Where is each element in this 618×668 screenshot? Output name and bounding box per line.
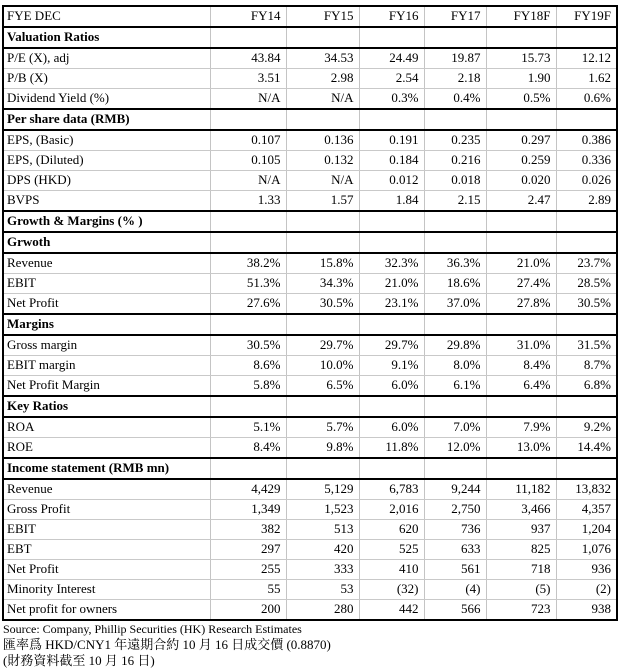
table-row [3, 335, 617, 356]
cell-value: 34.3% [286, 274, 359, 294]
table-row [3, 520, 617, 540]
cell-value: 34.53 [286, 48, 359, 69]
row-label: Gross margin [3, 335, 210, 356]
cell-value: 0.216 [424, 151, 486, 171]
cell-value: 38.2% [210, 253, 286, 274]
row-label: BVPS [3, 191, 210, 212]
row-label: P/E (X), adj [3, 48, 210, 69]
source-note: Source: Company, Phillip Securities (HK) Research Estimates [3, 622, 302, 636]
fiscal-year-end-label: FYE DEC [3, 6, 210, 27]
cell-value: 1.62 [556, 69, 617, 89]
section-row [3, 27, 617, 48]
cell-value: N/A [286, 171, 359, 191]
table-row [3, 253, 617, 274]
table-row [3, 191, 617, 212]
table-body [3, 27, 617, 620]
section-row [3, 232, 617, 253]
cell-value: 12.12 [556, 48, 617, 69]
cell-value: (5) [486, 580, 556, 600]
table-row [3, 274, 617, 294]
row-label: Per share data (RMB) [3, 109, 210, 130]
cell-value: 255 [210, 560, 286, 580]
empty-cell [359, 27, 424, 48]
cell-value: 0.105 [210, 151, 286, 171]
table-row [3, 48, 617, 69]
cell-value: 7.0% [424, 417, 486, 438]
row-label: Margins [3, 314, 210, 335]
row-label: EBIT margin [3, 356, 210, 376]
row-label: Net Profit [3, 560, 210, 580]
cell-value: 2.98 [286, 69, 359, 89]
empty-cell [486, 109, 556, 130]
cell-value: 0.4% [424, 89, 486, 110]
cell-value: 0.297 [486, 130, 556, 151]
cell-value: 2,016 [359, 500, 424, 520]
cell-value: 0.6% [556, 89, 617, 110]
cell-value: 0.018 [424, 171, 486, 191]
cell-value: 21.0% [486, 253, 556, 274]
table-row [3, 417, 617, 438]
cell-value: 938 [556, 600, 617, 621]
empty-cell [210, 458, 286, 479]
empty-cell [424, 27, 486, 48]
report-page [0, 5, 618, 668]
row-label: ROA [3, 417, 210, 438]
row-label: Revenue [3, 479, 210, 500]
cell-value: 633 [424, 540, 486, 560]
cell-value: 28.5% [556, 274, 617, 294]
empty-cell [359, 314, 424, 335]
cell-value: 43.84 [210, 48, 286, 69]
empty-cell [556, 458, 617, 479]
cell-value: 297 [210, 540, 286, 560]
empty-cell [486, 211, 556, 232]
empty-cell [286, 211, 359, 232]
table-row [3, 356, 617, 376]
cell-value: 29.7% [286, 335, 359, 356]
cell-value: 1.33 [210, 191, 286, 212]
cell-value: 5.1% [210, 417, 286, 438]
row-label: EPS, (Diluted) [3, 151, 210, 171]
cell-value: 0.259 [486, 151, 556, 171]
cell-value: 55 [210, 580, 286, 600]
empty-cell [359, 109, 424, 130]
cell-value: 11.8% [359, 438, 424, 459]
empty-cell [486, 232, 556, 253]
cell-value: 333 [286, 560, 359, 580]
column-header-fy18f: FY18F [486, 6, 556, 27]
cell-value: 53 [286, 580, 359, 600]
cell-value: 8.7% [556, 356, 617, 376]
cell-value: 13,832 [556, 479, 617, 500]
row-label: DPS (HKD) [3, 171, 210, 191]
table-row [3, 294, 617, 315]
cell-value: 2.18 [424, 69, 486, 89]
cell-value: 30.5% [556, 294, 617, 315]
row-label: ROE [3, 438, 210, 459]
cell-value: 0.107 [210, 130, 286, 151]
row-label: Income statement (RMB mn) [3, 458, 210, 479]
cell-value: 9.2% [556, 417, 617, 438]
cell-value: 620 [359, 520, 424, 540]
row-label: Growth & Margins (% ) [3, 211, 210, 232]
cell-value: 1.84 [359, 191, 424, 212]
table-row [3, 540, 617, 560]
table-row [3, 130, 617, 151]
row-label: Net Profit [3, 294, 210, 315]
row-label: EPS, (Basic) [3, 130, 210, 151]
section-row [3, 314, 617, 335]
cell-value: N/A [286, 89, 359, 110]
empty-cell [424, 211, 486, 232]
cell-value: 10.0% [286, 356, 359, 376]
row-label: Dividend Yield (%) [3, 89, 210, 110]
table-row [3, 580, 617, 600]
cell-value: 15.8% [286, 253, 359, 274]
data-cutoff-note: (財務資料截至 10 月 16 日) [3, 653, 155, 668]
empty-cell [359, 458, 424, 479]
cell-value: 51.3% [210, 274, 286, 294]
cell-value: 5.8% [210, 376, 286, 397]
cell-value: 1,204 [556, 520, 617, 540]
table-row [3, 151, 617, 171]
cell-value: 29.8% [424, 335, 486, 356]
cell-value: 0.3% [359, 89, 424, 110]
cell-value: N/A [210, 171, 286, 191]
column-header-fy15: FY15 [286, 6, 359, 27]
cell-value: 6.4% [486, 376, 556, 397]
table-row [3, 600, 617, 621]
empty-cell [424, 109, 486, 130]
empty-cell [424, 232, 486, 253]
cell-value: 0.136 [286, 130, 359, 151]
cell-value: 9.8% [286, 438, 359, 459]
cell-value: 723 [486, 600, 556, 621]
cell-value: (2) [556, 580, 617, 600]
empty-cell [210, 211, 286, 232]
row-label: Gross Profit [3, 500, 210, 520]
financial-table [2, 5, 618, 621]
cell-value: 5.7% [286, 417, 359, 438]
row-label: P/B (X) [3, 69, 210, 89]
table-header-row [3, 6, 617, 27]
cell-value: (32) [359, 580, 424, 600]
cell-value: 937 [486, 520, 556, 540]
cell-value: 12.0% [424, 438, 486, 459]
cell-value: 0.5% [486, 89, 556, 110]
row-label: Valuation Ratios [3, 27, 210, 48]
cell-value: 7.9% [486, 417, 556, 438]
cell-value: 9.1% [359, 356, 424, 376]
cell-value: 1,076 [556, 540, 617, 560]
cell-value: 9,244 [424, 479, 486, 500]
cell-value: 19.87 [424, 48, 486, 69]
table-row [3, 69, 617, 89]
cell-value: 200 [210, 600, 286, 621]
cell-value: 2.47 [486, 191, 556, 212]
cell-value: 0.235 [424, 130, 486, 151]
empty-cell [556, 27, 617, 48]
cell-value: 410 [359, 560, 424, 580]
cell-value: 1,523 [286, 500, 359, 520]
empty-cell [286, 27, 359, 48]
empty-cell [286, 458, 359, 479]
row-label: Net profit for owners [3, 600, 210, 621]
table-row [3, 438, 617, 459]
table-row [3, 479, 617, 500]
cell-value: 718 [486, 560, 556, 580]
cell-value: 32.3% [359, 253, 424, 274]
cell-value: 31.5% [556, 335, 617, 356]
table-footer [0, 622, 618, 668]
cell-value: 21.0% [359, 274, 424, 294]
cell-value: 420 [286, 540, 359, 560]
cell-value: 4,357 [556, 500, 617, 520]
empty-cell [486, 27, 556, 48]
cell-value: 6.0% [359, 376, 424, 397]
cell-value: 27.4% [486, 274, 556, 294]
cell-value: 27.8% [486, 294, 556, 315]
empty-cell [359, 232, 424, 253]
cell-value: 3.51 [210, 69, 286, 89]
cell-value: 29.7% [359, 335, 424, 356]
cell-value: 736 [424, 520, 486, 540]
cell-value: 8.6% [210, 356, 286, 376]
cell-value: 4,429 [210, 479, 286, 500]
cell-value: 0.184 [359, 151, 424, 171]
empty-cell [210, 109, 286, 130]
cell-value: N/A [210, 89, 286, 110]
row-label: EBIT [3, 520, 210, 540]
cell-value: 382 [210, 520, 286, 540]
row-label: Key Ratios [3, 396, 210, 417]
cell-value: 36.3% [424, 253, 486, 274]
row-label: Net Profit Margin [3, 376, 210, 397]
column-header-fy19f: FY19F [556, 6, 617, 27]
cell-value: 566 [424, 600, 486, 621]
cell-value: 15.73 [486, 48, 556, 69]
cell-value: 0.020 [486, 171, 556, 191]
empty-cell [424, 396, 486, 417]
cell-value: 825 [486, 540, 556, 560]
cell-value: 0.012 [359, 171, 424, 191]
cell-value: 14.4% [556, 438, 617, 459]
row-label: EBIT [3, 274, 210, 294]
section-row [3, 458, 617, 479]
cell-value: 0.386 [556, 130, 617, 151]
cell-value: 0.191 [359, 130, 424, 151]
cell-value: 5,129 [286, 479, 359, 500]
cell-value: 0.026 [556, 171, 617, 191]
empty-cell [359, 211, 424, 232]
empty-cell [556, 109, 617, 130]
empty-cell [424, 458, 486, 479]
empty-cell [210, 232, 286, 253]
cell-value: 6.8% [556, 376, 617, 397]
empty-cell [486, 396, 556, 417]
cell-value: 561 [424, 560, 486, 580]
empty-cell [286, 109, 359, 130]
cell-value: 8.4% [486, 356, 556, 376]
cell-value: 280 [286, 600, 359, 621]
cell-value: 18.6% [424, 274, 486, 294]
empty-cell [286, 232, 359, 253]
empty-cell [210, 314, 286, 335]
cell-value: 513 [286, 520, 359, 540]
empty-cell [486, 314, 556, 335]
row-label: EBT [3, 540, 210, 560]
cell-value: 442 [359, 600, 424, 621]
cell-value: 6.1% [424, 376, 486, 397]
cell-value: 23.7% [556, 253, 617, 274]
cell-value: 6.0% [359, 417, 424, 438]
cell-value: 31.0% [486, 335, 556, 356]
cell-value: 13.0% [486, 438, 556, 459]
cell-value: 2.54 [359, 69, 424, 89]
cell-value: 30.5% [286, 294, 359, 315]
cell-value: 23.1% [359, 294, 424, 315]
cell-value: (4) [424, 580, 486, 600]
cell-value: 936 [556, 560, 617, 580]
cell-value: 1,349 [210, 500, 286, 520]
column-header-fy16: FY16 [359, 6, 424, 27]
column-header-fy14: FY14 [210, 6, 286, 27]
cell-value: 6.5% [286, 376, 359, 397]
section-row [3, 109, 617, 130]
cell-value: 24.49 [359, 48, 424, 69]
table-row [3, 376, 617, 397]
cell-value: 3,466 [486, 500, 556, 520]
cell-value: 525 [359, 540, 424, 560]
cell-value: 1.90 [486, 69, 556, 89]
empty-cell [556, 396, 617, 417]
section-row [3, 396, 617, 417]
empty-cell [286, 314, 359, 335]
cell-value: 2,750 [424, 500, 486, 520]
row-label: Minority Interest [3, 580, 210, 600]
empty-cell [556, 232, 617, 253]
empty-cell [556, 211, 617, 232]
row-label: Grwoth [3, 232, 210, 253]
cell-value: 0.336 [556, 151, 617, 171]
empty-cell [359, 396, 424, 417]
cell-value: 30.5% [210, 335, 286, 356]
fx-rate-note: 匯率爲 HKD/CNY1 年遠期合約 10 月 16 日成交價 (0.8870) [3, 637, 331, 652]
cell-value: 8.4% [210, 438, 286, 459]
table-row [3, 171, 617, 191]
cell-value: 2.89 [556, 191, 617, 212]
column-header-fy17: FY17 [424, 6, 486, 27]
cell-value: 11,182 [486, 479, 556, 500]
cell-value: 37.0% [424, 294, 486, 315]
empty-cell [424, 314, 486, 335]
empty-cell [210, 27, 286, 48]
empty-cell [486, 458, 556, 479]
table-row [3, 500, 617, 520]
cell-value: 8.0% [424, 356, 486, 376]
row-label: Revenue [3, 253, 210, 274]
cell-value: 27.6% [210, 294, 286, 315]
cell-value: 6,783 [359, 479, 424, 500]
cell-value: 0.132 [286, 151, 359, 171]
empty-cell [286, 396, 359, 417]
table-row [3, 89, 617, 110]
cell-value: 1.57 [286, 191, 359, 212]
cell-value: 2.15 [424, 191, 486, 212]
table-row [3, 560, 617, 580]
section-row [3, 211, 617, 232]
empty-cell [210, 396, 286, 417]
empty-cell [556, 314, 617, 335]
